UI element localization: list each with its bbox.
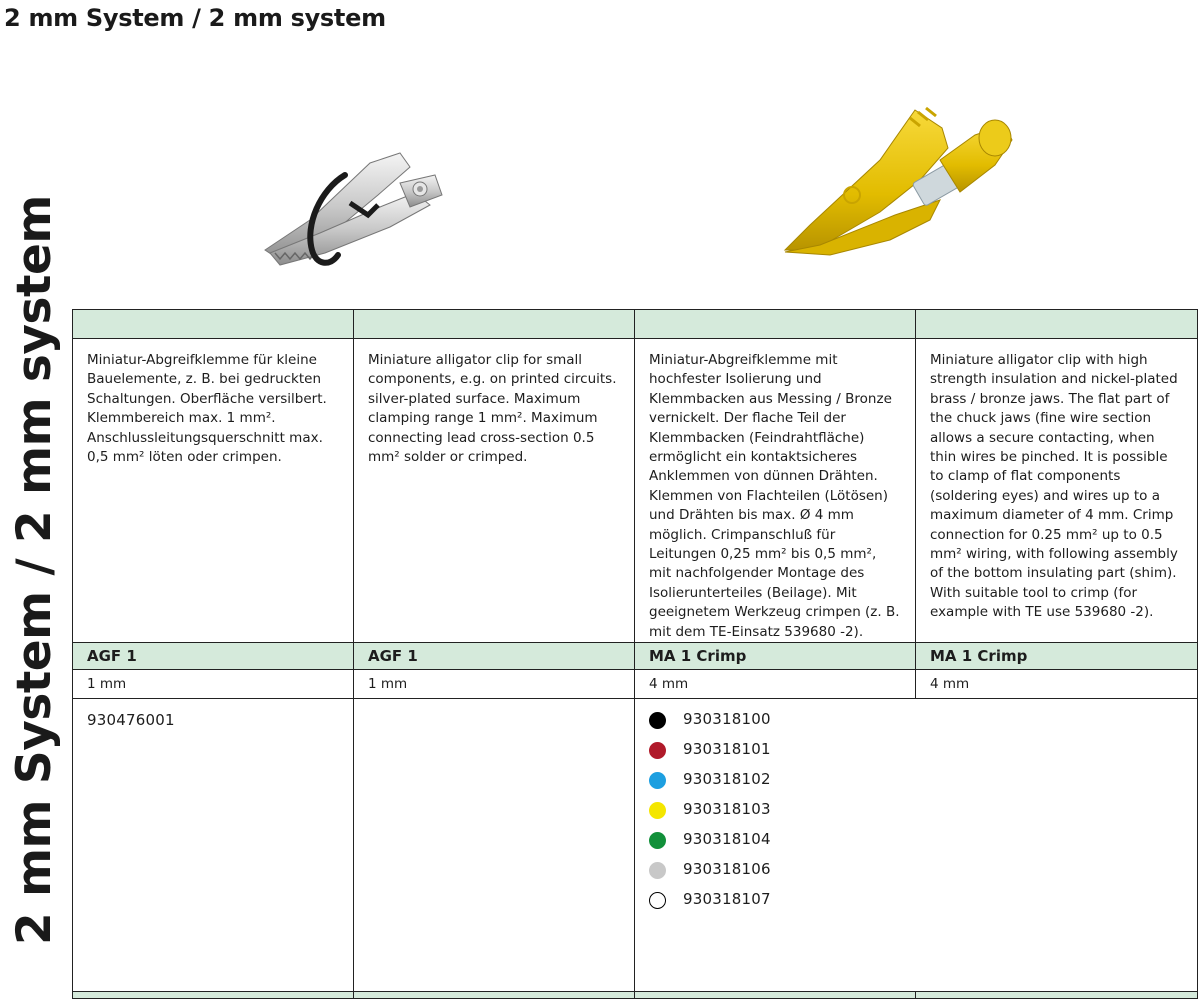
- side-title: 2 mm System / 2 mm system: [7, 195, 62, 945]
- clamping-range: 1 mm: [73, 670, 354, 699]
- product-name: AGF 1: [354, 643, 635, 670]
- color-swatch-icon: [649, 892, 666, 909]
- product-name: MA 1 Crimp: [635, 643, 916, 670]
- color-variant-item: [649, 735, 1183, 765]
- color-swatch-icon: [649, 712, 666, 729]
- color-variant-item: [649, 885, 1183, 915]
- color-swatch-icon: [649, 832, 666, 849]
- order-number: 930476001: [87, 711, 175, 730]
- color-variant-item: [649, 855, 1183, 885]
- color-swatch-icon: [649, 802, 666, 819]
- description-de-agf1: Miniatur-Abgreifklemme für kleine Bauelemente, z. B. bei gedruckten Schaltungen. Oberfläche versilbert. Klemmbereich max. 1 mm². Anschlussleitungsquerschnitt max. 0,5 mm² löten oder crimpen.: [73, 339, 354, 643]
- clamping-range: 4 mm: [635, 670, 916, 699]
- header-cell: [354, 310, 635, 339]
- description-en-ma1: Miniature alligator clip with high strength insulation and nickel-plated brass / bronze jaws. The flat part of the chuck jaws (fine wire section allows a secure contacting, when thin wires be pinched. It is possible to clamp of flat components (soldering eyes) and wires up to a maximum diameter of 4 mm. Crimp connection for 0.25 mm² up to 0.5 mm² wiring, with following assembly of the bottom insulating part (shim). With suitable tool to crimp (for example with TE use 539680 -2).: [916, 339, 1198, 643]
- product-name-row: [73, 643, 1198, 670]
- color-variant-code: 930318101: [683, 740, 771, 759]
- color-variants-cell: [635, 699, 1198, 992]
- color-variant-item: [649, 825, 1183, 855]
- description-row: [73, 339, 1198, 643]
- table-header-row: [73, 310, 1198, 339]
- color-swatch-icon: [649, 862, 666, 879]
- color-variant-code: 930318104: [683, 830, 771, 849]
- product-name: MA 1 Crimp: [916, 643, 1198, 670]
- color-swatch-icon: [649, 742, 666, 759]
- description-de-ma1: Miniatur-Abgreifklemme mit hochfester Isolierung und Klemmbacken aus Messing / Bronze vernickelt. Der flache Teil der Klemmbacken (Feindrahtfläche) ermöglicht ein kontaktsicheres Anklemmen von dünnen Drähten. Klemmen von Flachteilen (Lötösen) und Drähten bis max. Ø 4 mm möglich. Crimpanschluß für Leitungen 0,25 mm² bis 0,5 mm², mit nachfolgender Montage des Isolierunterteiles (Beilage). Mit geeignetem Werkzeug crimpen (z. B. mit dem TE-Einsatz 539680 -2).: [635, 339, 916, 643]
- order-number-cell: [354, 699, 635, 992]
- footer-cell: [354, 992, 635, 999]
- color-variant-item: [649, 765, 1183, 795]
- clamping-range-row: [73, 670, 1198, 699]
- color-variant-code: 930318106: [683, 860, 771, 879]
- footer-cell: [635, 992, 916, 999]
- color-variant-item: [649, 795, 1183, 825]
- page-title: 2 mm System / 2 mm system: [4, 4, 386, 32]
- yellow-insulated-alligator-clip-image: [770, 100, 1015, 280]
- order-number-cell: [73, 699, 354, 992]
- product-name: AGF 1: [73, 643, 354, 670]
- order-number-row: [73, 699, 1198, 992]
- color-variant-code: 930318107: [683, 890, 771, 909]
- color-variant-code: 930318102: [683, 770, 771, 789]
- product-table: [72, 309, 1198, 999]
- color-variant-list: [649, 705, 1183, 915]
- header-cell: [73, 310, 354, 339]
- color-variant-code: 930318100: [683, 710, 771, 729]
- color-variant-code: 930318103: [683, 800, 771, 819]
- table-footer-row: [73, 992, 1198, 999]
- description-en-agf1: Miniature alligator clip for small components, e.g. on printed circuits. silver-plated surface. Maximum clamping range 1 mm². Maximum connecting lead cross-section 0.5 mm² solder or crimped.: [354, 339, 635, 643]
- header-cell: [635, 310, 916, 339]
- header-cell: [916, 310, 1198, 339]
- color-variant-item: [649, 705, 1183, 735]
- footer-cell: [73, 992, 354, 999]
- clamping-range: 4 mm: [916, 670, 1198, 699]
- clamping-range: 1 mm: [354, 670, 635, 699]
- silver-alligator-clip-image: [250, 135, 450, 275]
- footer-cell: [916, 992, 1198, 999]
- color-swatch-icon: [649, 772, 666, 789]
